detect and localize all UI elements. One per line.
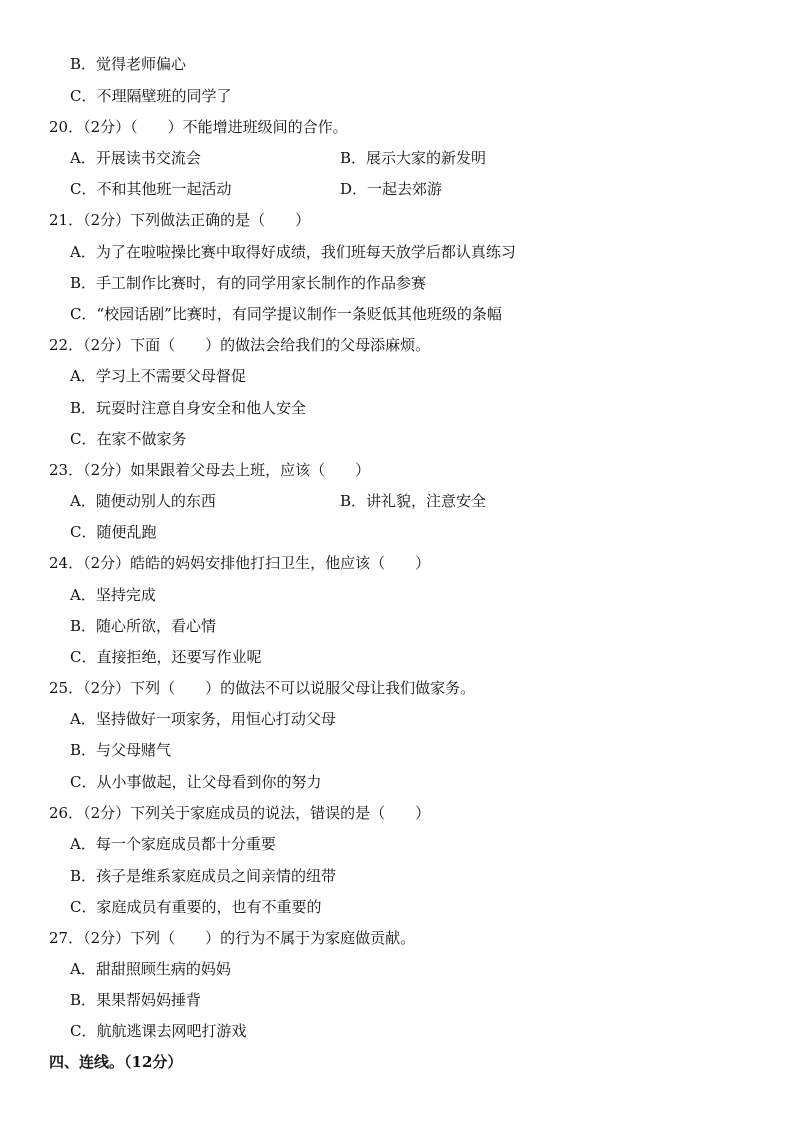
question-25: 25．（2分）下列（ ）的做法不可以说服父母让我们做家务。 [49,679,476,697]
q24-option-a: A．坚持完成 [70,586,156,604]
q27-option-b: B．果果帮妈妈捶背 [70,991,202,1009]
q20-option-b: B．展示大家的新发明 [340,149,487,167]
question-27: 27．（2分）下列（ ）的行为不属于为家庭做贡献。 [49,929,416,947]
question-26: 26．（2分）下列关于家庭成员的说法，错误的是（ ） [49,804,431,822]
question-22: 22．（2分）下面（ ）的做法会给我们的父母添麻烦。 [49,336,431,354]
q26-option-c: C．家庭成员有重要的，也有不重要的 [70,898,322,916]
q23-option-b: B．讲礼貌，注意安全 [340,492,487,510]
q25-option-c: C．从小事做起，让父母看到你的努力 [70,773,322,791]
q22-option-b: B．玩耍时注意自身安全和他人安全 [70,399,307,417]
q21-option-c: C．“校园话剧”比赛时，有同学提议制作一条贬低其他班级的条幅 [70,305,502,323]
q22-option-c: C．在家不做家务 [70,430,187,448]
q24-option-b: B．随心所欲，看心情 [70,617,217,635]
question-24: 24．（2分）皓皓的妈妈安排他打扫卫生，他应该（ ） [49,554,431,572]
q23-option-c: C．随便乱跑 [70,523,157,541]
q20-option-a: A．开展读书交流会 [70,149,201,167]
q24-option-c: C．直接拒绝，还要写作业呢 [70,648,262,666]
q25-option-b: B．与父母赌气 [70,741,172,759]
q21-option-a: A．为了在啦啦操比赛中取得好成绩，我们班每天放学后都认真练习 [70,243,516,261]
q20-option-c: C．不和其他班一起活动 [70,180,232,198]
q22-option-a: A．学习上不需要父母督促 [70,367,246,385]
q27-option-c: C．航航逃课去网吧打游戏 [70,1022,247,1040]
question-20: 20．（2分）（ ）不能增进班级间的合作。 [49,118,348,136]
q27-option-a: A．甜甜照顾生病的妈妈 [70,960,231,978]
question-21: 21．（2分）下列做法正确的是（ ） [49,211,311,229]
q25-option-a: A．坚持做好一项家务，用恒心打动父母 [70,710,336,728]
section-heading-matching: 四、连线。（12分） [49,1053,183,1071]
q20-option-d: D．一起去郊游 [340,180,443,198]
q26-option-b: B．孩子是维系家庭成员之间亲情的纽带 [70,867,337,885]
q21-option-b: B．手工制作比赛时，有的同学用家长制作的作品参赛 [70,274,427,292]
q23-option-a: A．随便动别人的东西 [70,492,216,510]
q26-option-a: A．每一个家庭成员都十分重要 [70,835,276,853]
q19-option-b: B．觉得老师偏心 [70,55,187,73]
question-23: 23．（2分）如果跟着父母去上班，应该（ ） [49,461,371,479]
q19-option-c: C．不理隔壁班的同学了 [70,87,232,105]
